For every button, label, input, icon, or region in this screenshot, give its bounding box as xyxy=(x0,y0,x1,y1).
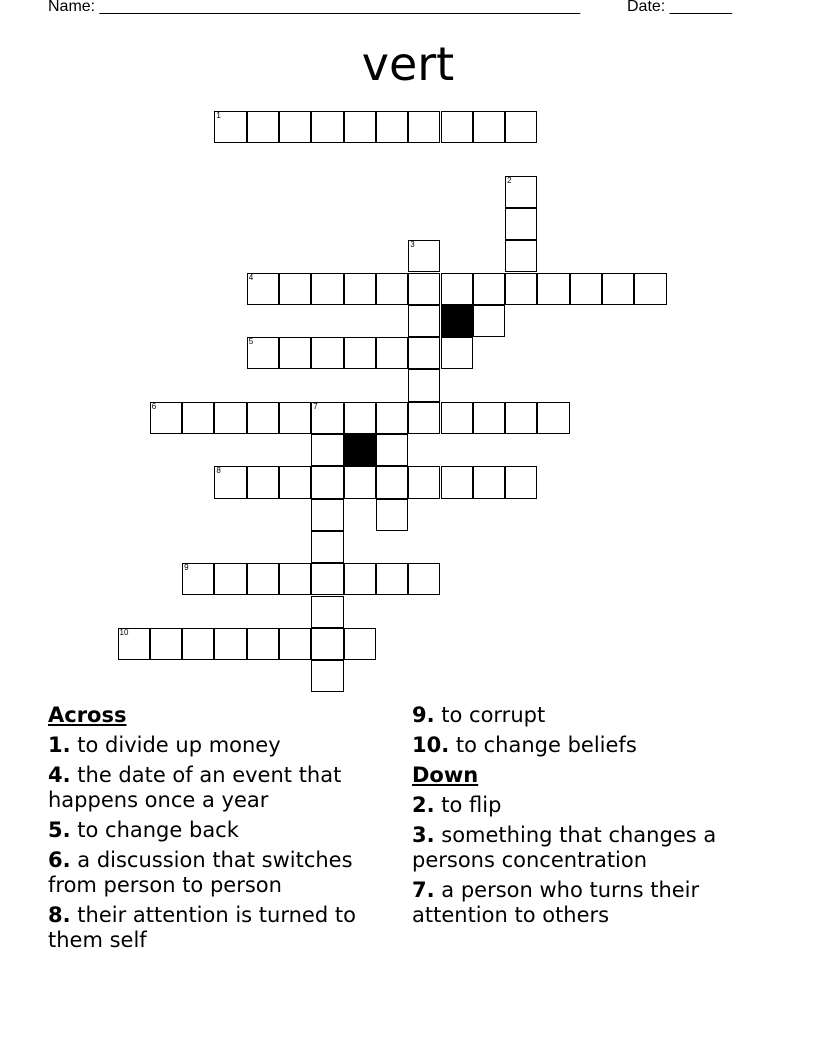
clue-text: the date of an event that happens once a year xyxy=(48,763,342,812)
grid-cell[interactable] xyxy=(311,596,343,628)
grid-cell[interactable] xyxy=(408,305,440,337)
grid-cell[interactable] xyxy=(537,273,569,305)
across-clue xyxy=(48,848,393,898)
clue-number: 5. xyxy=(48,818,71,842)
grid-cell[interactable] xyxy=(247,628,279,660)
grid-cell[interactable] xyxy=(247,402,279,434)
clue-number-label: 4 xyxy=(248,272,254,282)
grid-cell[interactable] xyxy=(279,628,311,660)
grid-cell[interactable] xyxy=(473,111,505,143)
grid-cell[interactable] xyxy=(473,466,505,498)
grid-cell[interactable] xyxy=(311,466,343,498)
grid-cell[interactable] xyxy=(247,337,279,369)
name-field: Name: ______________________________________________________ xyxy=(48,0,581,15)
clue-number: 6. xyxy=(48,848,71,872)
grid-cell[interactable] xyxy=(182,628,214,660)
grid-cell[interactable] xyxy=(602,273,634,305)
grid-cell[interactable] xyxy=(182,563,214,595)
grid-cell[interactable] xyxy=(311,434,343,466)
clue-number: 1. xyxy=(48,733,71,757)
across-clue xyxy=(412,733,757,758)
across-clue xyxy=(48,818,393,843)
clue-number-label: 6 xyxy=(151,401,157,411)
grid-cell[interactable] xyxy=(408,240,440,272)
grid-cell[interactable] xyxy=(279,402,311,434)
clue-number-label: 7 xyxy=(313,401,318,411)
clue-number: 8. xyxy=(48,903,71,927)
clue-text: to change back xyxy=(70,818,239,842)
grid-cell[interactable] xyxy=(311,563,343,595)
grid-cell[interactable] xyxy=(408,337,440,369)
down-clue xyxy=(412,793,757,818)
clue-text: to change beliefs xyxy=(449,733,637,757)
grid-cell[interactable] xyxy=(279,337,311,369)
grid-cell[interactable] xyxy=(473,402,505,434)
grid-cell[interactable] xyxy=(344,111,376,143)
clue-text: something that changes a persons concentration xyxy=(412,823,717,872)
grid-cell[interactable] xyxy=(311,273,343,305)
grid-cell[interactable] xyxy=(311,499,343,531)
down-clue xyxy=(412,823,757,873)
clue-number-label: 1 xyxy=(216,111,221,120)
grid-cell[interactable] xyxy=(376,111,408,143)
grid-cell[interactable] xyxy=(441,337,473,369)
grid-cell[interactable] xyxy=(473,273,505,305)
grid-cell[interactable] xyxy=(279,111,311,143)
clue-text: to divide up money xyxy=(70,733,281,757)
across-clue xyxy=(48,733,393,758)
grid-cell[interactable] xyxy=(344,563,376,595)
clue-text: to corrupt xyxy=(434,703,546,727)
grid-cell[interactable] xyxy=(279,273,311,305)
grid-cell[interactable] xyxy=(311,402,343,434)
grid-cell[interactable] xyxy=(311,337,343,369)
grid-cell[interactable] xyxy=(118,628,150,660)
clues-left-column xyxy=(48,703,393,958)
grid-cell[interactable] xyxy=(311,660,343,692)
grid-cell[interactable] xyxy=(344,628,376,660)
grid-cell[interactable] xyxy=(408,402,440,434)
grid-cell[interactable] xyxy=(441,111,473,143)
grid-cell[interactable] xyxy=(344,273,376,305)
grid-cell[interactable] xyxy=(214,628,246,660)
clue-number-label: 10 xyxy=(119,627,129,637)
grid-cell[interactable] xyxy=(376,273,408,305)
grid-cell[interactable] xyxy=(214,111,246,143)
grid-cell[interactable] xyxy=(408,369,440,401)
clue-number: 9. xyxy=(412,703,435,727)
grid-cell[interactable] xyxy=(279,466,311,498)
grid-cell[interactable] xyxy=(408,563,440,595)
grid-cell[interactable] xyxy=(505,176,537,208)
grid-cell[interactable] xyxy=(537,402,569,434)
clue-text: a discussion that switches from person to person xyxy=(48,848,353,897)
grid-cell[interactable] xyxy=(344,466,376,498)
grid-cell[interactable] xyxy=(150,402,182,434)
grid-cell[interactable] xyxy=(441,466,473,498)
clue-text: their attention is turned to them self xyxy=(48,903,356,952)
down-heading: Down xyxy=(412,763,479,787)
grid-cell[interactable] xyxy=(408,466,440,498)
grid-cell[interactable] xyxy=(376,434,408,466)
clue-number: 10. xyxy=(412,733,450,757)
grid-cell[interactable] xyxy=(473,305,505,337)
clue-number-label: 8 xyxy=(216,466,221,476)
grid-cell[interactable] xyxy=(408,273,440,305)
grid-cell[interactable] xyxy=(505,240,537,272)
clue-number: 3. xyxy=(412,823,435,847)
blocked-cell xyxy=(344,434,376,466)
grid-cell[interactable] xyxy=(441,402,473,434)
grid-cell[interactable] xyxy=(505,111,537,143)
clue-number-label: 3 xyxy=(410,240,415,250)
across-clue xyxy=(48,763,393,813)
grid-cell[interactable] xyxy=(247,466,279,498)
grid-cell[interactable] xyxy=(214,563,246,595)
grid-cell[interactable] xyxy=(376,402,408,434)
grid-cell[interactable] xyxy=(376,337,408,369)
grid-cell[interactable] xyxy=(311,531,343,563)
grid-cell[interactable] xyxy=(634,273,666,305)
clue-number: 2. xyxy=(412,793,435,817)
across-clue xyxy=(48,903,393,953)
grid-cell[interactable] xyxy=(247,273,279,305)
grid-cell[interactable] xyxy=(441,273,473,305)
grid-cell[interactable] xyxy=(570,273,602,305)
grid-cell[interactable] xyxy=(376,563,408,595)
grid-cell[interactable] xyxy=(376,499,408,531)
grid-cell[interactable] xyxy=(247,563,279,595)
grid-cell[interactable] xyxy=(311,628,343,660)
grid-cell[interactable] xyxy=(344,337,376,369)
clue-number-label: 5 xyxy=(248,337,254,347)
grid-cell[interactable] xyxy=(279,563,311,595)
across-clue xyxy=(412,703,757,728)
clues-right-column xyxy=(412,703,757,933)
across-heading: Across xyxy=(48,703,127,727)
grid-cell[interactable] xyxy=(505,208,537,240)
grid-cell[interactable] xyxy=(344,402,376,434)
clue-text: to flip xyxy=(434,793,502,817)
clue-text: a person who turns their attention to others xyxy=(412,878,700,927)
grid-cell[interactable] xyxy=(505,273,537,305)
grid-cell[interactable] xyxy=(182,402,214,434)
grid-cell[interactable] xyxy=(376,466,408,498)
clue-number-label: 9 xyxy=(184,563,189,573)
grid-cell[interactable] xyxy=(408,111,440,143)
grid-cell[interactable] xyxy=(247,111,279,143)
grid-cell[interactable] xyxy=(311,111,343,143)
grid-cell[interactable] xyxy=(214,402,246,434)
clue-number-label: 2 xyxy=(507,175,512,185)
clue-number: 7. xyxy=(412,878,435,902)
grid-cell[interactable] xyxy=(214,466,246,498)
grid-cell[interactable] xyxy=(150,628,182,660)
blocked-cell xyxy=(441,305,473,337)
grid-cell[interactable] xyxy=(505,466,537,498)
date-field: Date: _______ xyxy=(627,0,732,15)
grid-cell[interactable] xyxy=(505,402,537,434)
puzzle-title: vert xyxy=(361,37,455,91)
clue-number: 4. xyxy=(48,763,71,787)
down-clue xyxy=(412,878,757,928)
